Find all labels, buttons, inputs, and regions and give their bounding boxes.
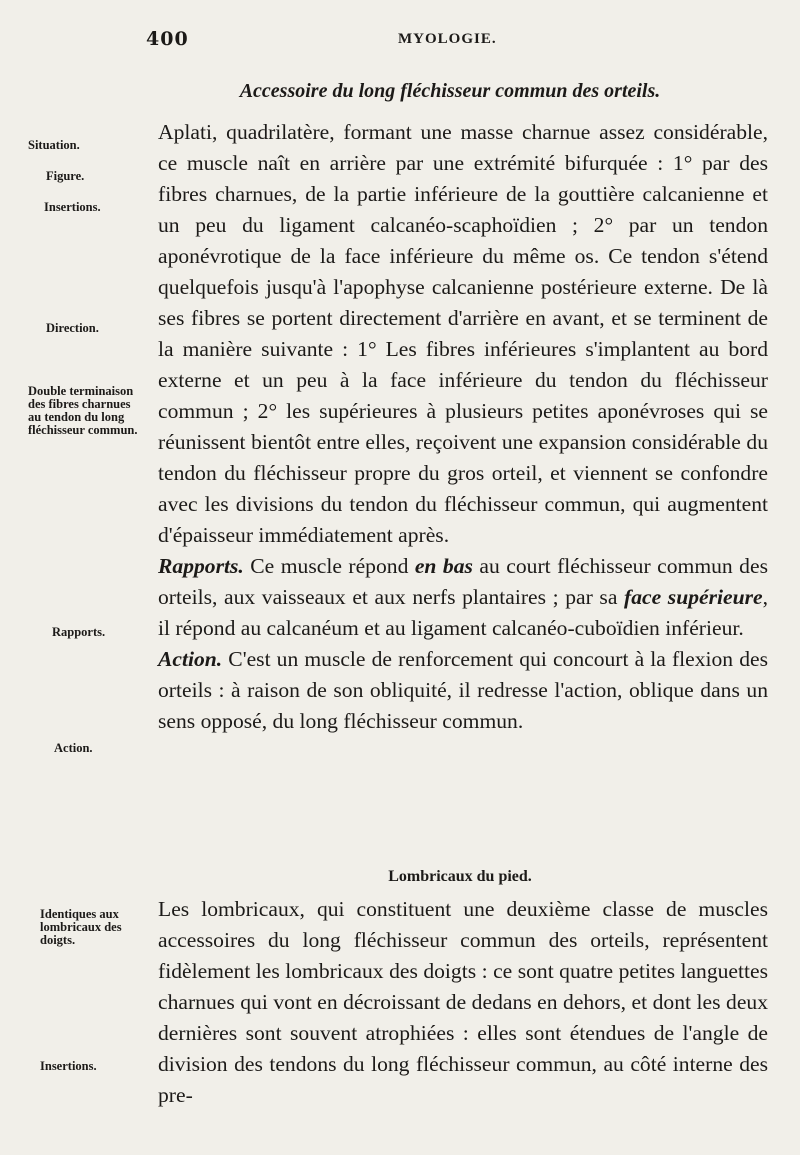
emphasis-en-bas: en bas (414, 554, 473, 578)
margin-note-identiques: Identiques aux lombricaux des doigts. (40, 907, 122, 947)
paragraph-lead-rapports: Rapports. (158, 554, 244, 578)
page-header (140, 28, 700, 52)
paragraph-lombricaux: Les lombricaux, qui constituent une deuxième classe de muscles accessoires du long fléchisseur commun des orteils, représentent fidèlement les lombricaux des doigts : ce sont quatre petites languettes charnues qui vont en décroissant de dedans en dehors, et dont les deux dernières sont souvent atrophiées : elles sont étendues de l'angle de division des tendons du long fléchisseur commun, au côté interne des pre- (158, 897, 768, 1107)
margin-note-action: Action. (54, 741, 93, 755)
margin-note-figure: Figure. (46, 169, 85, 183)
margin-note-rapports: Rapports. (52, 625, 106, 639)
margin-note-situation: Situation. (28, 138, 80, 152)
text-segment: Ce muscle répond (243, 554, 415, 578)
paragraph-rapports (158, 551, 768, 644)
margin-note-double-terminaison: Double terminaison des fibres charnues au tendon du long fléchisseur commun. (28, 384, 138, 437)
margin-note-insertions: Insertions. (44, 200, 101, 214)
margin-note-direction: Direction. (46, 321, 99, 335)
emphasis-face-superieure: face supérieure (624, 585, 763, 609)
paragraph-description: Aplati, quadrilatère, formant une masse charnue assez considérable, ce muscle naît en arrière par une extrémité bifurquée : 1° par des fibres charnues, de la partie inférieure de la gouttière calcanienne et un peu du ligament calcanéo-scaphoïdien ; 2° par un tendon aponévrotique de la face inférieure du même os. Ce tendon s'étend quelquefois jusqu'à l'apophyse calcanienne postérieure externe. De là ses fibres se portent directement d'arrière en avant, et se terminent de la manière suivante : 1° Les fibres inférieures s'implantent au bord externe et un peu à la face inférieure du tendon du fléchisseur commun ; 2° les supérieures à plusieurs petites aponévroses qui se réunissent bientôt entre elles, reçoivent une expansion considérable du tendon du fléchisseur propre du gros orteil, et viennent se confondre avec les divisions du tendon du fléchisseur commun, qui augmentent d'épaisseur immédiatement après. (158, 120, 768, 547)
paragraph-action (158, 644, 768, 737)
page-number: 400 (146, 28, 189, 50)
section-title-accessoire: Accessoire du long fléchisseur commun des orteils. (239, 80, 661, 102)
text-segment: C'est un muscle de renforcement qui concourt à la flexion des orteils : à raison de son obliquité, il redresse l'action, oblique dans un sens opposé, du long fléchisseur commun. (158, 647, 768, 733)
section-body-accessoire (158, 117, 768, 737)
margin-note-insertions-2: Insertions. (40, 1059, 97, 1073)
section-title-lombricaux: Lombricaux du pied. (388, 868, 532, 885)
text-segment: , il répond au calcanéum et au ligament calcanéo-cuboïdien inférieur. (158, 585, 768, 640)
paragraph-lead-action: Action. (158, 647, 223, 671)
running-head: MYOLOGIE. (398, 31, 497, 47)
text-segment: au court fléchisseur commun des orteils, aux vaisseaux et aux nerfs plantaires ; par sa (158, 554, 768, 609)
section-body-lombricaux (158, 894, 768, 1111)
